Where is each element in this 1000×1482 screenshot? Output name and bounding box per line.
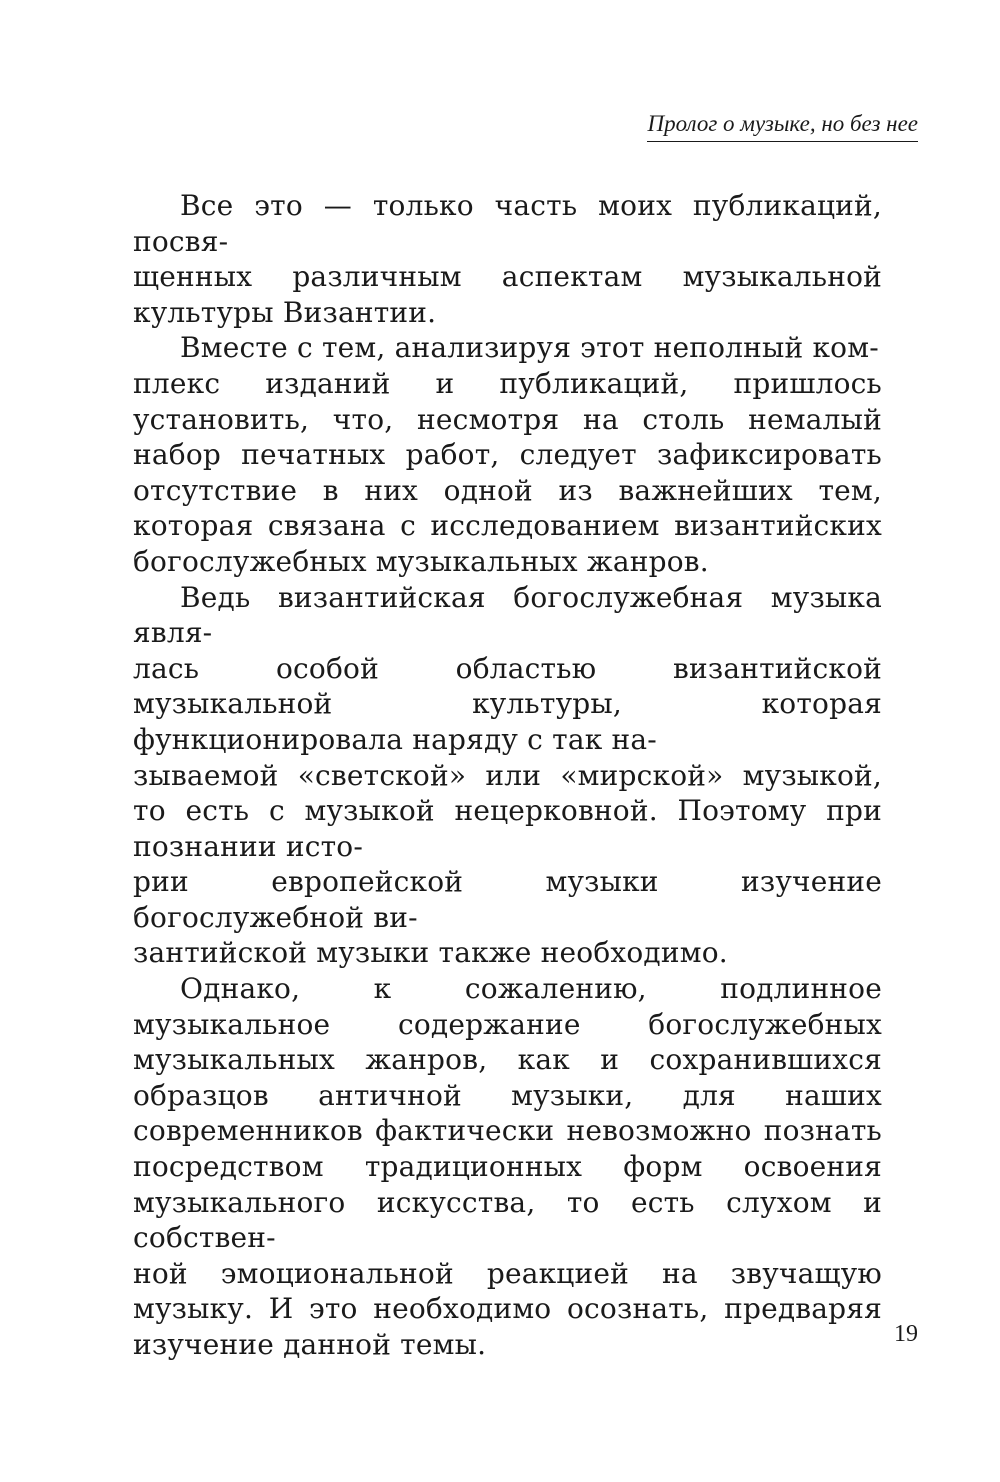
body-text — [133, 188, 882, 1363]
paragraph: Однако, к сожалению, подлинное музыкальное содержание богослужебных музыкальных жанров, как и сохранившихся образцов античной музыки, для наших современников фактически невозможно познать посредством традиционных форм освоения музыкального искусства, то есть слухом и собствен- ной эмоциональной реакцией на звучащую музыку. И это необходимо осознать, предваряя изучение данной темы. — [133, 972, 882, 1361]
running-header: Пролог о музыке, но без нее — [647, 110, 918, 142]
paragraph: Все это — только часть моих публикаций, посвя- щенных различным аспектам музыкальной культуры Византии. — [133, 189, 882, 329]
paragraph: Ведь византийская богослужебная музыка явля- лась особой областью византийской музыкальной культуры, которая функционировала наряду с так на- зываемой «светской» или «мирской» музыкой, то есть с музыкой нецерковной. Поэтому при познании исто- рии европейской музыки изучение богослужебной ви- зантийской музыки также необходимо. — [133, 580, 882, 970]
paragraph: Вместе с тем, анализируя этот неполный ком- плекс изданий и публикаций, пришлось установить, что, несмотря на столь немалый набор печатных работ, следует зафиксировать отсутствие в них одной из важнейших тем, которая связана с исследованием византийских богослужебных музыкальных жанров. — [133, 331, 882, 578]
page-number: 19 — [894, 1321, 918, 1347]
